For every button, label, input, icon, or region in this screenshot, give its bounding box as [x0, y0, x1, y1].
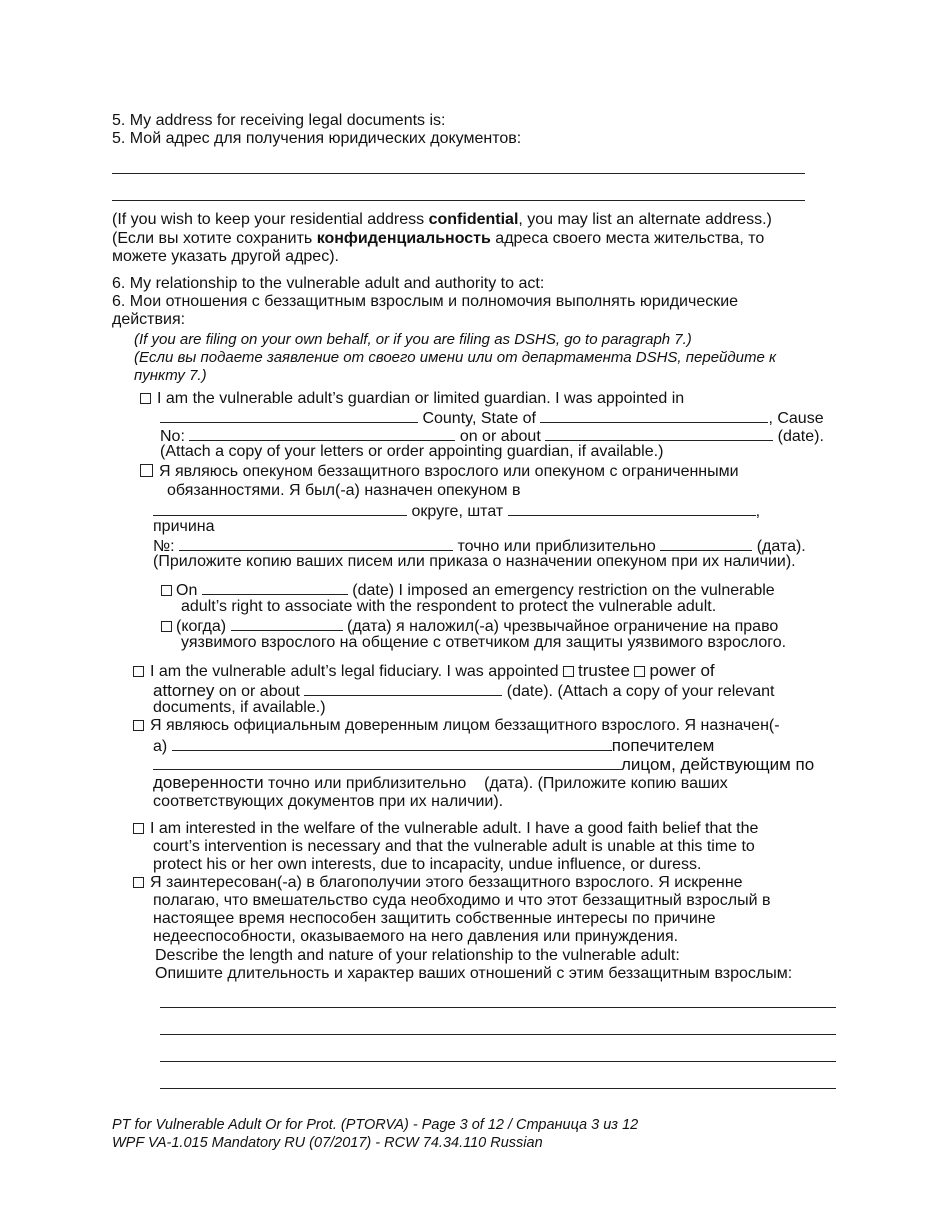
restriction-en-line-2: adult’s right to associate with the respondent to protect the vulnerable adult.	[181, 598, 717, 615]
fiduciary-option-en: I am the vulnerable adult’s legal fiduciary. I was appointed trustee power of	[133, 662, 715, 681]
section6-heading-en: 6. My relationship to the vulnerable adult and authority to act:	[112, 275, 545, 292]
restriction-checkbox-en[interactable]	[161, 585, 172, 596]
address-line-2[interactable]	[112, 200, 805, 201]
guardian-cause-line: No: on or about (date).	[160, 428, 824, 445]
section5-heading-en: 5. My address for receiving legal documents is:	[112, 112, 446, 129]
guardian-ru-attach-note: (Приложите копию ваших писем или приказа о назначении опекуном при их наличии).	[153, 553, 796, 570]
fiduciary-date-field[interactable]	[304, 681, 502, 696]
describe-prompt-en: Describe the length and nature of your relationship to the vulnerable adult:	[155, 947, 680, 964]
guardian-ru-line-2: обязанностями. Я был(-а) назначен опекуном в	[167, 482, 521, 499]
cause-number-field[interactable]	[189, 426, 455, 441]
confidential-note-ru-2: можете указать другой адрес).	[112, 248, 339, 265]
state-field[interactable]	[540, 408, 768, 423]
interested-option-en: I am interested in the welfare of the vulnerable adult. I have a good faith belief that the	[133, 820, 758, 838]
restriction-date-field-ru[interactable]	[231, 616, 343, 631]
fiduciary-en-line-3: documents, if available.)	[153, 699, 326, 716]
county-field[interactable]	[160, 408, 418, 423]
appointed-date-field-ru[interactable]	[660, 536, 752, 551]
section5-heading-ru: 5. Мой адрес для получения юридических документов:	[112, 130, 522, 147]
describe-prompt-ru: Опишите длительность и характер ваших отношений с этим беззащитным взрослым:	[155, 965, 793, 982]
interested-en-line-3: protect his or her own interests, due to incapacity, undue influence, or duress.	[153, 856, 702, 873]
guardian-county-line: County, State of , Cause	[160, 408, 824, 428]
interested-ru-line-3: настоящее время неспособен защитить собственные интересы по причине	[153, 910, 716, 927]
interested-checkbox-en[interactable]	[133, 823, 144, 834]
restriction-option-en: On (date) I imposed an emergency restriction on the vulnerable	[161, 580, 775, 600]
fiduciary-option-ru: Я являюсь официальным доверенным лицом беззащитного взрослого. Я назначен(-	[133, 717, 780, 735]
section6-heading-ru: 6. Мои отношения с беззащитным взрослым и полномочия выполнять юридические	[112, 293, 739, 310]
describe-line-3[interactable]	[160, 1061, 836, 1062]
cause-number-field-ru[interactable]	[179, 536, 453, 551]
confidential-note-en: (If you wish to keep your residential address confidential, you may list an alternate address.)	[112, 211, 772, 228]
appointed-date-field[interactable]	[545, 426, 773, 441]
attorney-field-ru[interactable]	[153, 755, 621, 770]
confidential-note-ru: (Если вы хотите сохранить конфиденциальность адреса своего места жительства, то	[112, 230, 765, 247]
interested-ru-line-4: недееспособности, оказываемого на него давления или принуждения.	[153, 928, 679, 945]
fiduciary-ru-line-5: соответствующих документов при их наличии).	[153, 793, 504, 810]
fiduciary-ru-line-4: доверенности точно или приблизительно (дата). (Приложите копию ваших	[153, 773, 728, 792]
restriction-ru-line-2: уязвимого взрослого на общение с ответчиком для защиты уязвимого взрослого.	[181, 634, 787, 651]
power-of-attorney-checkbox[interactable]	[634, 666, 645, 677]
county-field-ru[interactable]	[153, 501, 407, 516]
restriction-date-field[interactable]	[202, 580, 348, 595]
guardian-option-en: I am the vulnerable adult’s guardian or limited guardian. I was appointed in	[140, 390, 684, 408]
guardian-attach-note: (Attach a copy of your letters or order appointing guardian, if available.)	[160, 443, 664, 460]
footer-form-number: WPF VA-1.015 Mandatory RU (07/2017) - RCW 74.34.110 Russian	[112, 1135, 543, 1151]
trustee-field-ru[interactable]	[172, 736, 612, 751]
fiduciary-en-line-2: attorney on or about (date). (Attach a copy of your relevant	[153, 681, 775, 700]
restriction-checkbox-ru[interactable]	[161, 621, 172, 632]
section6-heading-ru-2: действия:	[112, 311, 186, 328]
fiduciary-checkbox-en[interactable]	[133, 666, 144, 677]
interested-checkbox-ru[interactable]	[133, 877, 144, 888]
fiduciary-ru-line-2: а) попечителем	[153, 736, 715, 755]
section6-note-ru: (Если вы подаете заявление от своего имени или от департамента DSHS, перейдите к	[134, 349, 777, 366]
guardian-checkbox-en[interactable]	[140, 393, 151, 404]
guardian-ru-county-line: округе, штат ,	[153, 501, 760, 521]
fiduciary-ru-line-3: лицом, действующим по	[153, 755, 814, 775]
guardian-checkbox-ru[interactable]	[140, 464, 153, 477]
interested-en-line-2: court’s intervention is necessary and that the vulnerable adult is unable at this time to	[153, 838, 755, 855]
describe-line-2[interactable]	[160, 1034, 836, 1035]
fiduciary-checkbox-ru[interactable]	[133, 720, 144, 731]
trustee-checkbox[interactable]	[563, 666, 574, 677]
guardian-ru-cause: причина	[153, 518, 215, 535]
footer-form-title: PT for Vulnerable Adult Or for Prot. (PTORVA) - Page 3 of 12 / Страница 3 из 12	[112, 1117, 639, 1133]
guardian-ru-number-line: №: точно или приблизительно (дата).	[153, 538, 806, 555]
guardian-option-ru: Я являюсь опекуном беззащитного взрослого или опекуном с ограниченными	[140, 463, 739, 481]
interested-option-ru: Я заинтересован(-а) в благополучии этого беззащитного взрослого. Я искренне	[133, 874, 743, 892]
interested-ru-line-2: полагаю, что вмешательство суда необходимо и что этот беззащитный взрослый в	[153, 892, 771, 909]
describe-line-4[interactable]	[160, 1088, 836, 1089]
describe-line-1[interactable]	[160, 1007, 836, 1008]
section6-note-en: (If you are filing on your own behalf, or if you are filing as DSHS, go to paragraph 7.)	[134, 331, 692, 348]
section6-note-ru-2: пункту 7.)	[134, 367, 207, 384]
address-line-1[interactable]	[112, 173, 805, 174]
restriction-option-ru: (когда) (дата) я наложил(-а) чрезвычайное ограничение на право	[161, 616, 778, 636]
state-field-ru[interactable]	[508, 501, 756, 516]
